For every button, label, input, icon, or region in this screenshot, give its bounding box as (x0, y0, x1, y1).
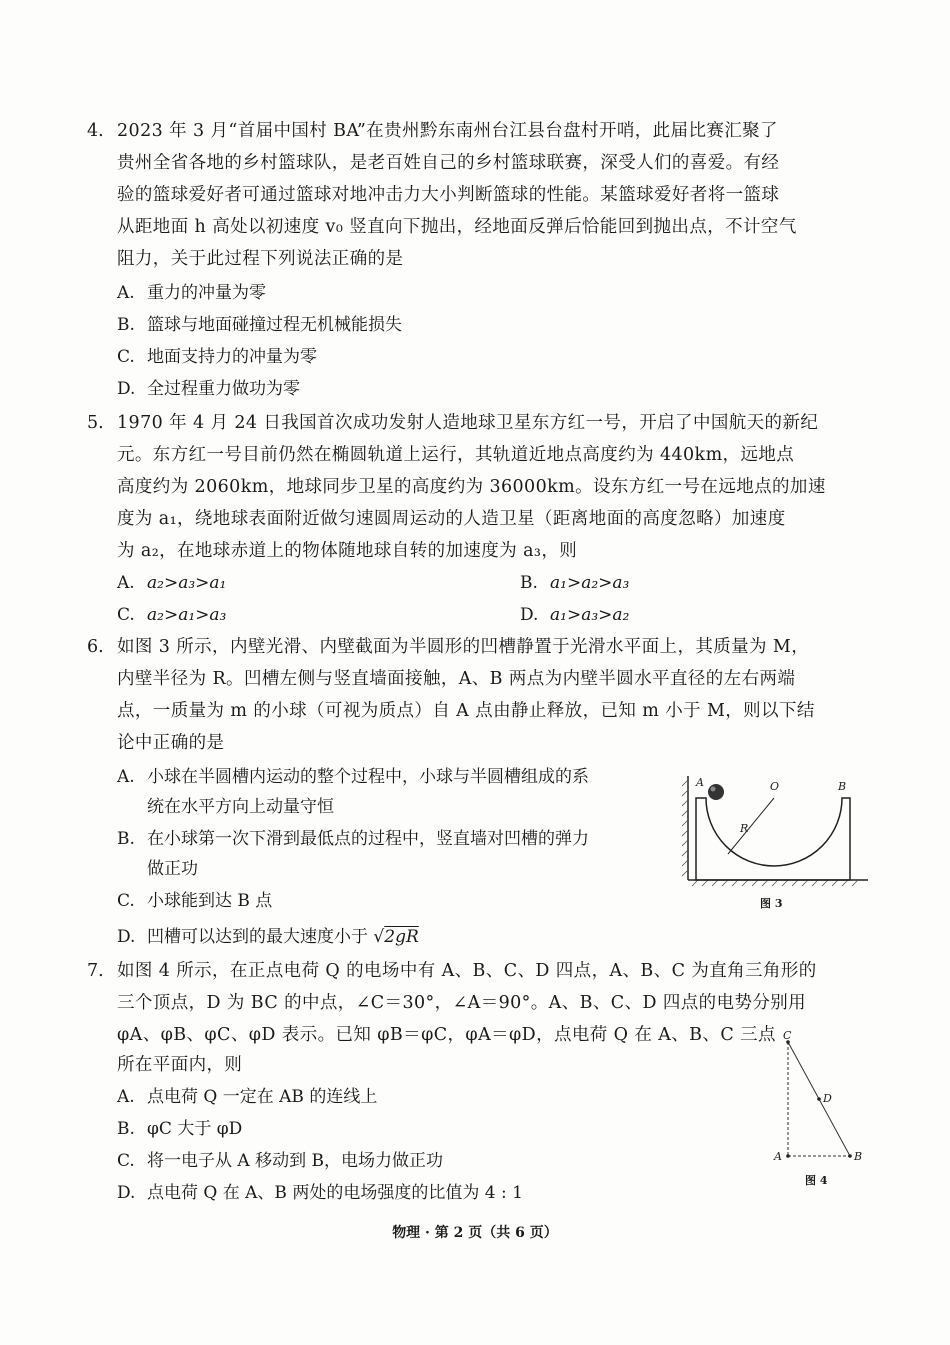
question-5-option-c: C. a₂>a₁>a₃ (117, 605, 227, 625)
question-7-line-4: 所在平面内，则 (117, 1055, 243, 1075)
figure-4-caption: 图 4 (805, 1174, 828, 1187)
question-5-line-4: 度为 a₁，绕地球表面附近做匀速圆周运动的人造卫星（距离地面的高度忽略）加速度 (117, 509, 786, 529)
question-6-line-3: 点，一质量为 m 的小球（可视为质点）自 A 点由静止释放，已知 m 小于 M，则以下结 (117, 701, 815, 721)
question-7-option-a: A. 点电荷 Q 一定在 AB 的连线上 (117, 1087, 378, 1107)
question-6-option-c: C. 小球能到达 B 点 (117, 891, 273, 911)
label-a: A (774, 1150, 782, 1163)
question-7-option-c: C. 将一电子从 A 移动到 B，电场力做正功 (117, 1151, 443, 1171)
label-o: O (770, 780, 780, 793)
question-7-line-2: 三个顶点，D 为 BC 的中点，∠C＝30°，∠A＝90°。A、B、C、D 四点的电势分别用 (117, 993, 807, 1013)
question-7-option-b: B. φC 大于 φD (117, 1119, 243, 1139)
label-a: A (696, 776, 704, 789)
question-5-option-a: A. a₂>a₃>a₁ (117, 573, 227, 593)
question-7-option-d: D. 点电荷 Q 在 A、B 两处的电场强度的比值为 4 : 1 (117, 1183, 523, 1203)
question-4-option-d: D. 全过程重力做功为零 (117, 379, 300, 399)
question-4-number: 4. (87, 121, 104, 141)
question-5-number: 5. (87, 413, 104, 433)
figure-4-diagram (770, 1030, 870, 1170)
label-b: B (838, 780, 847, 793)
radius-line (728, 798, 774, 854)
question-6-number: 6. (87, 637, 104, 657)
point-d (817, 1097, 821, 1101)
question-7-line-3: φA、φB、φC、φD 表示。已知 φB＝φC，φA＝φD，点电荷 Q 在 A、B、C 三点 (117, 1025, 776, 1045)
ball-highlight (711, 787, 716, 792)
question-6-option-a-cont: 统在水平方向上动量守恒 (147, 797, 334, 817)
label-r: R (740, 822, 749, 835)
question-7-number: 7. (87, 961, 104, 981)
question-6-line-2: 内壁半径为 R。凹槽左侧与竖直墙面接触，A、B 两点为内壁半圆水平直径的左右两端 (117, 669, 796, 689)
question-5-option-b: B. a₁>a₂>a₃ (520, 573, 630, 593)
question-6-line-4: 论中正确的是 (117, 733, 225, 753)
figure-3-caption: 图 3 (760, 897, 783, 910)
question-5-line-1: 1970 年 4 月 24 日我国首次成功发射人造地球卫星东方红一号，开启了中国航天的新纪 (117, 413, 819, 433)
question-5-option-d: D. a₁>a₃>a₂ (520, 605, 630, 625)
question-6-option-a: A. 小球在半圆槽内运动的整个过程中，小球与半圆槽组成的系 (117, 767, 589, 787)
question-6-option-b-cont: 做正功 (147, 859, 198, 879)
question-4-option-b: B. 篮球与地面碰撞过程无机械能损失 (117, 315, 402, 335)
question-5-line-3: 高度约为 2060km，地球同步卫星的高度约为 36000km。设东方红一号在远地点的加速 (117, 477, 826, 497)
question-4-line-5: 阻力，关于此过程下列说法正确的是 (117, 249, 404, 269)
page-footer: 物理 · 第 2 页（共 6 页） (392, 1225, 558, 1241)
label-c: C (783, 1030, 792, 1042)
groove-block (696, 798, 850, 880)
wall-hatch (682, 780, 688, 876)
point-b (848, 1154, 852, 1158)
label-b: B (854, 1150, 863, 1163)
ball (708, 784, 724, 800)
question-4-line-2: 贵州全省各地的乡村篮球队，是老百姓自己的乡村篮球联赛，深受人们的喜爱。有经 (117, 153, 780, 173)
question-4-line-4: 从距地面 h 高处以初速度 v₀ 竖直向下抛出，经地面反弹后恰能回到抛出点，不计空气 (117, 217, 797, 237)
question-6-option-d: D. 凹槽可以达到的最大速度小于 √2gR (117, 927, 419, 947)
question-4-line-3: 验的篮球爱好者可通过篮球对地冲击力大小判断篮球的性能。某篮球爱好者将一篮球 (117, 185, 780, 205)
question-5-line-2: 元。东方红一号目前仍然在椭圆轨道上运行，其轨道近地点高度约为 440km，远地点 (117, 445, 795, 465)
question-4-option-a: A. 重力的冲量为零 (117, 283, 266, 303)
label-d: D (823, 1092, 832, 1105)
question-4-line-1: 2023 年 3 月“首届中国村 BA”在贵州黔东南州台江县台盘村开哨，此届比赛汇聚了 (117, 121, 778, 141)
figure-3-diagram (682, 766, 872, 888)
point-a (786, 1154, 790, 1158)
question-7-line-1: 如图 4 所示，在正点电荷 Q 的电场中有 A、B、C、D 四点，A、B、C 为直角三角形的 (117, 961, 817, 981)
question-6-line-1: 如图 3 所示，内壁光滑、内壁截面为半圆形的凹槽静置于光滑水平面上，其质量为 M， (117, 637, 810, 657)
question-4-option-c: C. 地面支持力的冲量为零 (117, 347, 317, 367)
question-6-option-b: B. 在小球第一次下滑到最低点的过程中，竖直墙对凹槽的弹力 (117, 829, 589, 849)
question-5-line-5: 为 a₂，在地球赤道上的物体随地球自转的加速度为 a₃，则 (117, 541, 578, 561)
ground-hatch (692, 880, 858, 886)
